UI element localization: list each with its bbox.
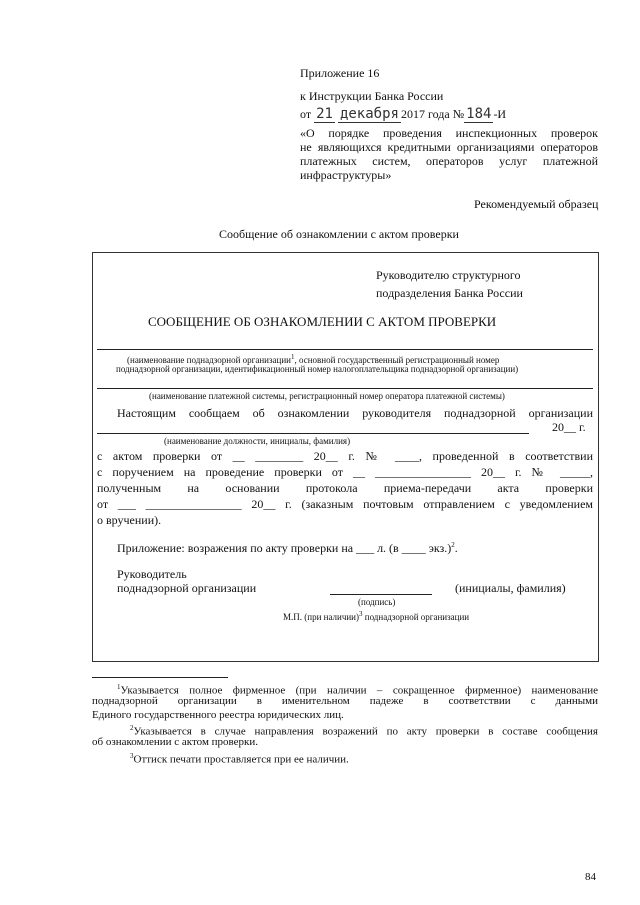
para1-year: 20__ г. <box>552 420 586 434</box>
appendix-label: Приложение 16 <box>300 66 380 80</box>
signer-title-line1: Руководитель <box>117 567 187 581</box>
para1-line1: Настоящим сообщаем об ознакомлении руководителя поднадзорной организации <box>117 406 593 420</box>
footnote-ref-1: 1 <box>290 353 295 361</box>
date-prefix: от <box>300 107 312 121</box>
footnote-1-line3: Единого государственного реестра юридических лиц. <box>92 709 344 721</box>
footnote-1-mark: 1 <box>117 683 121 691</box>
para1-line6: от ___ ________________ 20__ г. (заказным почтовым отправлением с уведомлением <box>97 497 593 511</box>
para1-line3: с актом проверки от __ ________ 20__ г. № ____, проведенной в соответствии <box>97 449 593 463</box>
footnote-2-line2: об ознакомлении с актом проверки. <box>92 736 259 748</box>
instruction-title-line1: «О порядке проведения инспекционных проверок <box>300 126 598 140</box>
footnote-ref-3: 3 <box>359 610 363 618</box>
org-caption-text-rest: , основной государственный регистрационный номер <box>294 355 500 365</box>
signer-name-caption: (инициалы, фамилия) <box>455 581 566 595</box>
stamp-caption-rest: поднадзорной организации <box>362 612 470 622</box>
instruction-date <box>300 107 506 121</box>
org-caption-text: (наименование поднадзорной организации <box>127 355 291 365</box>
attachment-line <box>117 538 458 555</box>
signer-title-line2: поднадзорной организации <box>117 581 257 595</box>
para1-line7: о вручении). <box>97 513 162 527</box>
stamp-caption-text: М.П. (при наличии) <box>283 612 359 622</box>
footnote-separator <box>92 677 228 678</box>
para1-line4: с поручением на проведение проверки от __ ________________ 20__ г. № _____, <box>97 465 593 479</box>
addressee-line1: Руководителю структурного <box>376 268 521 282</box>
footnote-3-line1 <box>130 749 349 767</box>
footnote-1-text: Указывается полное фирменное (при наличии – сокращенное фирменное) наименование <box>120 684 598 697</box>
stamp-caption <box>283 609 469 623</box>
instruction-title-line2: не являющихся кредитными организациями операторов <box>300 140 598 154</box>
instruction-label: к Инструкции Банка России <box>300 89 444 103</box>
footnote-ref-2: 2 <box>451 541 455 549</box>
footnote-3-text: Оттиск печати проставляется при ее наличии. <box>133 753 349 766</box>
payment-system-caption: (наименование платежной системы, регистрационный номер оператора платежной системы) <box>149 391 505 401</box>
date-year: 2017 года <box>400 107 450 121</box>
instruction-title-line3: платежных систем, операторов услуг платежной <box>300 154 598 168</box>
org-caption-line2: поднадзорной организации, идентификационный номер налогоплательщика поднадзорной организации) <box>116 364 519 374</box>
attachment-text: Приложение: возражения по акту проверки на ___ л. (в ____ экз.) <box>117 541 452 555</box>
footnote-3-mark: 3 <box>130 752 134 760</box>
instruction-title-line4: инфраструктуры» <box>300 168 392 182</box>
officer-line <box>97 433 529 434</box>
org-name-line <box>97 349 593 350</box>
form-heading: СООБЩЕНИЕ ОБ ОЗНАКОМЛЕНИИ С АКТОМ ПРОВЕРКИ <box>148 314 497 329</box>
page-number: 84 <box>585 871 596 883</box>
footnote-2-mark: 2 <box>130 724 134 732</box>
date-day-handwritten: 21 <box>316 106 333 122</box>
number-suffix: -И <box>493 107 507 121</box>
signature-line <box>330 594 432 595</box>
attachment-end: . <box>454 541 458 555</box>
para1-line5: полученным на основании протокола приема-передачи акта проверки <box>97 481 593 495</box>
signature-caption: (подпись) <box>358 597 396 607</box>
date-month-handwritten: декабря <box>339 106 399 122</box>
number-handwritten: 184 <box>466 106 492 122</box>
number-prefix: № <box>452 107 465 121</box>
officer-caption: (наименование должности, инициалы, фамилия) <box>164 436 351 446</box>
footnote-1-line2: поднадзорной организации в именительном падеже в соответствии с данными <box>92 695 598 707</box>
recommended-sample: Рекомендуемый образец <box>474 197 599 211</box>
payment-system-line <box>97 388 593 389</box>
form-name: Сообщение об ознакомлении с актом проверки <box>219 227 459 241</box>
footnote-2-text: Указывается в случае направления возражений по акту проверки в составе сообщения <box>133 725 598 738</box>
addressee-line2: подразделения Банка России <box>376 286 523 300</box>
